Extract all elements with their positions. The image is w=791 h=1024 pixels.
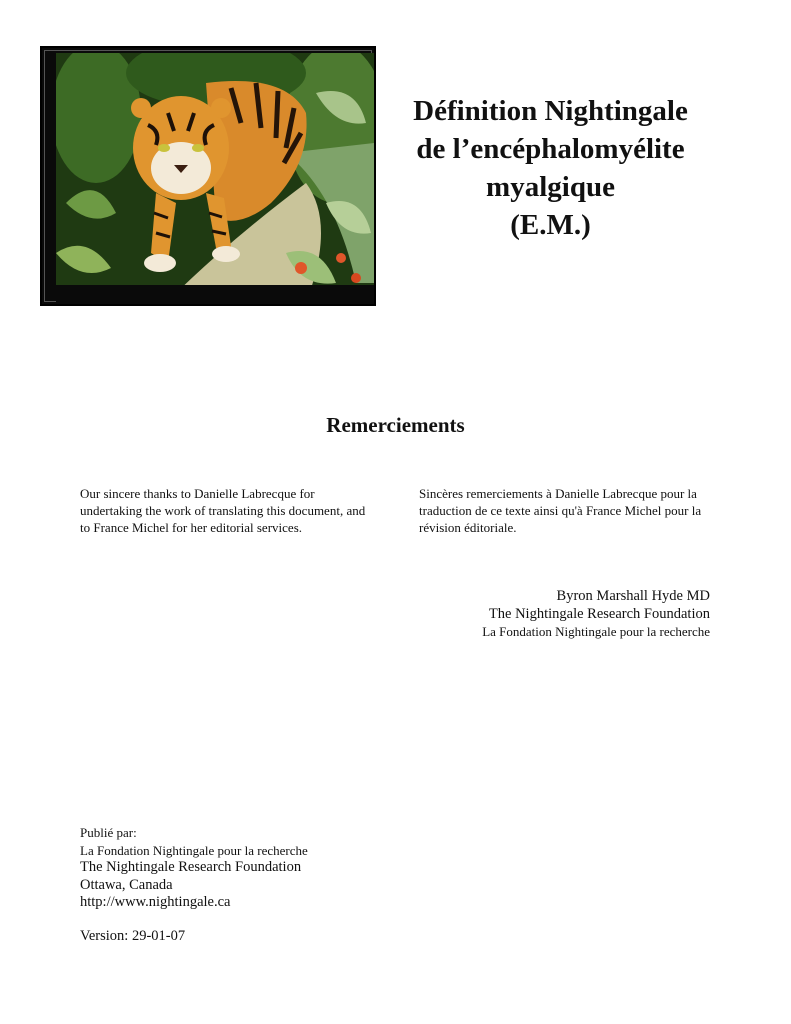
publisher-location: Ottawa, Canada: [80, 876, 173, 893]
acknowledgements-french: Sincères remerciements à Danielle Labrecque pour la traduction de ce texte ainsi qu'à France Michel pour la révision éditoriale.: [419, 486, 702, 535]
document-version: Version: 29-01-07: [80, 927, 186, 944]
publisher-url[interactable]: http://www.nightingale.ca: [80, 894, 231, 910]
publisher-org-english: The Nightingale Research Foundation: [80, 859, 302, 875]
publisher-block: [80, 824, 400, 945]
signature-org-french: La Fondation Nightingale pour la recherche: [482, 624, 710, 639]
signature-name: Byron Marshall Hyde MD: [556, 588, 710, 604]
cover-image: [40, 46, 376, 306]
acknowledgements-english: Our sincere thanks to Danielle Labrecque for undertaking the work of translating this document, and to France Michel for her editorial services.: [80, 486, 366, 535]
tiger-jungle-painting: [56, 53, 374, 303]
publisher-label: Publié par:: [80, 825, 137, 840]
document-title: Définition Nightingale de l’encéphalomyélite myalgique (E.M.): [413, 95, 688, 241]
publisher-org-french: La Fondation Nightingale pour la recherche: [80, 842, 308, 858]
signature-block: [482, 587, 710, 641]
signature-org-english: The Nightingale Research Foundation: [488, 606, 710, 622]
acknowledgements-heading: Remerciements: [326, 413, 465, 437]
